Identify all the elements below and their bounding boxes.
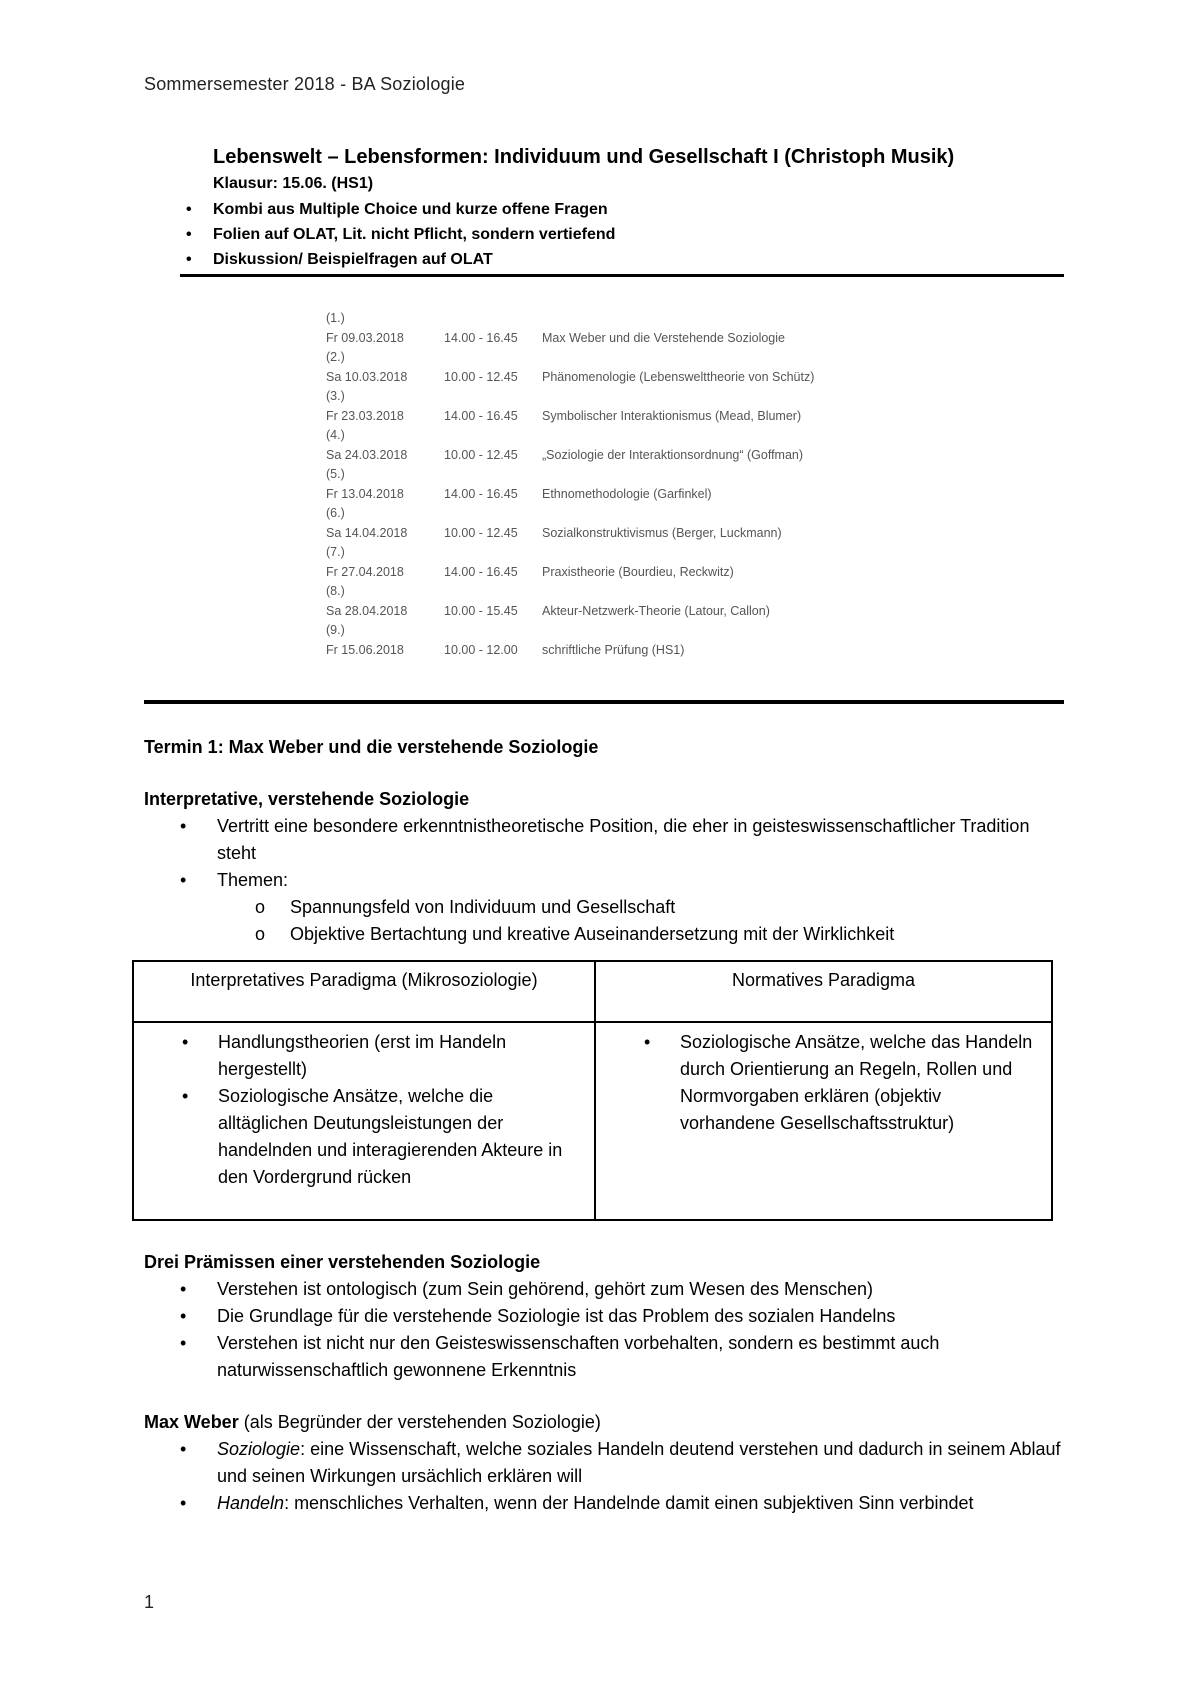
weber-list [144,1436,1064,1517]
schedule-date: Sa 14.04.2018 [326,525,408,540]
schedule-time: 14.00 - 16.45 [444,408,518,423]
divider-top [180,274,1064,277]
schedule-date: Fr 15.06.2018 [326,642,404,657]
schedule-date: Fr 09.03.2018 [326,330,404,345]
schedule-date: Fr 23.03.2018 [326,408,404,423]
schedule-index: (4.) [326,428,345,442]
main-content [144,734,1064,1517]
list-item: • Verstehen ist ontologisch (zum Sein gehörend, gehört zum Wesen des Menschen) [144,1276,1064,1303]
schedule-row [326,368,814,388]
schedule-index: (9.) [326,623,345,637]
schedule-row [326,524,814,544]
schedule-row [326,407,814,427]
schedule-index: (7.) [326,545,345,559]
term-soziologie: Soziologie [217,1439,301,1459]
schedule-topic: Phänomenologie (Lebenswelttheorie von Schütz) [542,369,815,384]
schedule-row [326,563,814,583]
schedule-topic: Praxistheorie (Bourdieu, Reckwitz) [542,564,734,579]
course-info [213,146,1063,272]
schedule-index: (2.) [326,350,345,364]
divider-bottom [144,700,1064,704]
term-handeln: Handeln [217,1493,285,1513]
schedule-time: 14.00 - 16.45 [444,564,518,579]
schedule-list [326,309,814,660]
list-item: • Soziologische Ansätze, welche die alltäglichen Deutungsleistungen der handelnden und interagierenden Akteure in den Vordergrund rücken [134,1083,584,1191]
schedule-index: (5.) [326,467,345,481]
schedule-date: Fr 27.04.2018 [326,564,404,579]
table-cell-normative [595,1022,1052,1220]
list-item: • Verstehen ist nicht nur den Geisteswissenschaften vorbehalten, sondern es bestimmt auch naturwissenschaftlich gewonnene Erkenntnis [144,1330,1064,1384]
schedule-row [326,446,814,466]
themes-label: Themen: [217,870,289,890]
schedule-date: Sa 24.03.2018 [326,447,408,462]
course-bullet: • Folien auf OLAT, Lit. nicht Pflicht, sondern vertiefend [180,222,1063,247]
schedule-time: 10.00 - 12.45 [444,447,518,462]
schedule-index: (3.) [326,389,345,403]
list-item [144,867,1064,894]
termin-title: Termin 1: Max Weber und die verstehende Soziologie [144,737,599,757]
schedule-row [326,641,814,661]
weber-name: Max Weber [144,1412,239,1432]
def-soziologie: : eine Wissenschaft, welche soziales Handeln deutend verstehen und dadurch in seinem Ablauf und seinen Wirkungen ursächlich erklären will [217,1439,1061,1486]
course-bullet: • Diskussion/ Beispielfragen auf OLAT [180,247,1063,272]
table-header-normative: Normatives Paradigma [595,961,1052,1022]
weber-subtitle: (als Begründer der verstehenden Soziologie) [238,1412,601,1432]
schedule-row [326,602,814,622]
list-item: • Soziologische Ansätze, welche das Handeln durch Orientierung an Regeln, Rollen und Normvorgaben erklären (objektiv vorhandene Gesellschaftsstruktur) [596,1029,1041,1137]
course-bullets [180,197,1063,272]
schedule-time: 10.00 - 12.45 [444,369,518,384]
schedule-time: 10.00 - 15.45 [444,603,518,618]
paradigm-table [132,960,1053,1221]
list-item: o Spannungsfeld von Individuum und Gesellschaft [217,894,1064,921]
table-cell-interpretative [133,1022,595,1220]
schedule-topic: „Soziologie der Interaktionsordnung“ (Goffman) [542,447,804,462]
schedule-row [326,485,814,505]
course-bullet: • Kombi aus Multiple Choice und kurze offene Fragen [180,197,1063,222]
schedule-date: Sa 28.04.2018 [326,603,408,618]
list-item [144,1490,1064,1517]
schedule-time: 14.00 - 16.45 [444,330,518,345]
schedule-topic: Ethnomethodologie (Garfinkel) [542,486,712,501]
list-item [144,1436,1064,1490]
interpretative-list [144,813,1064,894]
course-exam: Klausur: 15.06. (HS1) [213,175,374,192]
schedule-topic: Max Weber und die Verstehende Soziologie [542,330,785,345]
schedule-topic: schriftliche Prüfung (HS1) [542,642,685,657]
praemissen-title: Drei Prämissen einer verstehenden Soziologie [144,1252,541,1272]
schedule-index: (6.) [326,506,345,520]
schedule-topic: Akteur-Netzwerk-Theorie (Latour, Callon) [542,603,770,618]
course-title: Lebenswelt – Lebensformen: Individuum und Gesellschaft I (Christoph Musik) [213,146,955,168]
list-item: • Handlungstheorien (erst im Handeln hergestellt) [134,1029,584,1083]
list-item: o Objektive Bertachtung und kreative Auseinandersetzung mit der Wirklichkeit [217,921,1064,948]
weber-title [144,1409,1064,1436]
schedule-date: Sa 10.03.2018 [326,369,408,384]
list-item: • Die Grundlage für die verstehende Soziologie ist das Problem des sozialen Handelns [144,1303,1064,1330]
def-handeln: : menschliches Verhalten, wenn der Handelnde damit einen subjektiven Sinn verbindet [284,1493,974,1513]
schedule-time: 10.00 - 12.00 [444,642,518,657]
page-number: 1 [144,1592,155,1612]
interpretative-title: Interpretative, verstehende Soziologie [144,789,470,809]
schedule-index: (1.) [326,311,345,325]
schedule-topic: Symbolischer Interaktionismus (Mead, Blumer) [542,408,802,423]
list-item: • Vertritt eine besondere erkenntnistheoretische Position, die eher in geisteswissenschaftlicher Tradition steht [144,813,1064,867]
schedule-topic: Sozialkonstruktivismus (Berger, Luckmann) [542,525,782,540]
schedule-index: (8.) [326,584,345,598]
schedule-date: Fr 13.04.2018 [326,486,404,501]
praemissen-list [144,1276,1064,1384]
schedule-time: 14.00 - 16.45 [444,486,518,501]
themes-list [144,894,1064,948]
schedule-row [326,329,814,349]
page-header: Sommersemester 2018 - BA Soziologie [144,74,466,94]
table-header-interpretative: Interpretatives Paradigma (Mikrosoziologie) [133,961,595,1022]
schedule-time: 10.00 - 12.45 [444,525,518,540]
